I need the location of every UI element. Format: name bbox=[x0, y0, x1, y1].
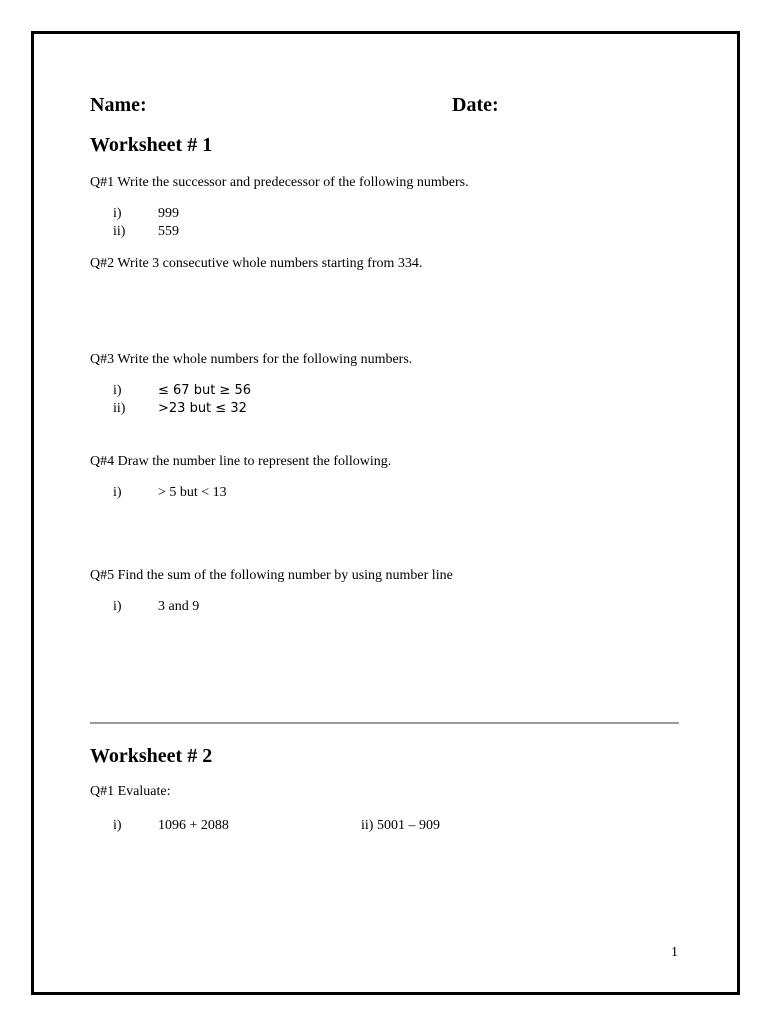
question-1: Q#1 Write the successor and predecessor of the following numbers. bbox=[90, 175, 469, 190]
ws2-question-1: Q#1 Evaluate: bbox=[90, 784, 171, 799]
worksheet-2-title: Worksheet # 2 bbox=[90, 745, 213, 767]
item-number: i) bbox=[113, 599, 122, 614]
worksheet-1-title: Worksheet # 1 bbox=[90, 134, 213, 156]
item-text: 3 and 9 bbox=[158, 599, 200, 614]
item-number: i) bbox=[113, 206, 122, 221]
item-text: 1096 + 2088 bbox=[158, 818, 229, 833]
item-text: 999 bbox=[158, 206, 179, 221]
date-label: Date: bbox=[452, 94, 499, 116]
page-number: 1 bbox=[671, 945, 678, 960]
name-label: Name: bbox=[90, 94, 147, 116]
question-3: Q#3 Write the whole numbers for the following numbers. bbox=[90, 352, 413, 367]
item-text: 559 bbox=[158, 224, 179, 239]
item-number: i) bbox=[113, 818, 122, 833]
item-number: ii) bbox=[113, 224, 126, 239]
list-item: ii) 5001 – 909 bbox=[361, 818, 440, 833]
item-number: i) bbox=[113, 485, 122, 500]
item-number: i) bbox=[113, 383, 122, 398]
item-text: >23 but ≤ 32 bbox=[158, 401, 247, 416]
item-number: ii) bbox=[113, 401, 126, 416]
question-5: Q#5 Find the sum of the following number by using number line bbox=[90, 568, 453, 583]
item-text: > 5 but < 13 bbox=[158, 485, 227, 500]
section-divider bbox=[90, 722, 679, 724]
question-2: Q#2 Write 3 consecutive whole numbers starting from 334. bbox=[90, 256, 423, 271]
question-4: Q#4 Draw the number line to represent the following. bbox=[90, 454, 392, 469]
item-text: ≤ 67 but ≥ 56 bbox=[158, 383, 251, 398]
